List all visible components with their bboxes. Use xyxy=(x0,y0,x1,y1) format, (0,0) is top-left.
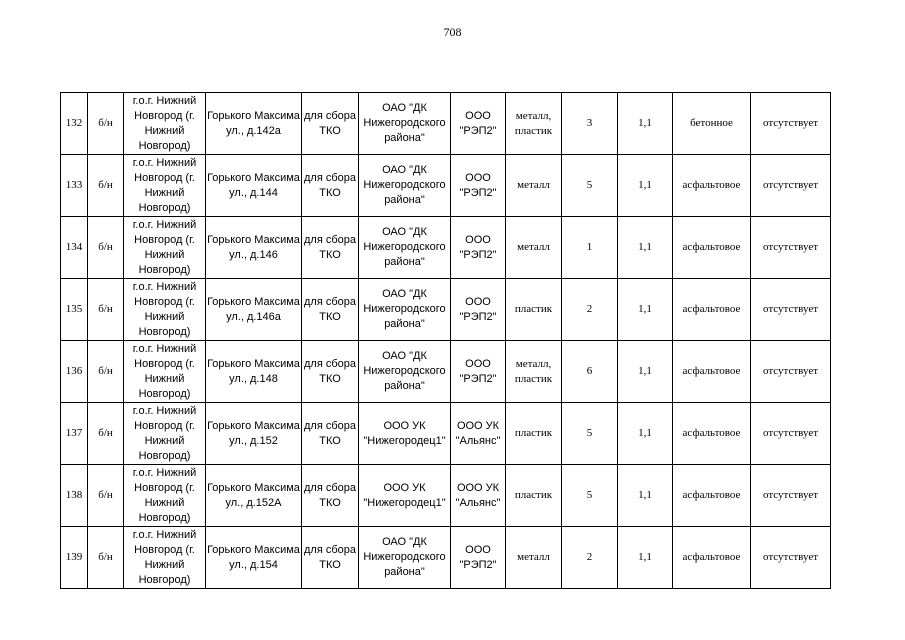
address-cell: Горького Максима ул., д.154 xyxy=(206,527,302,589)
purpose-cell: для сбора ТКО xyxy=(302,217,359,279)
container-volume-cell: 1,1 xyxy=(618,403,673,465)
purpose-cell: для сбора ТКО xyxy=(302,403,359,465)
row-number-cell: 138 xyxy=(61,465,88,527)
containers-count-cell: 5 xyxy=(562,155,618,217)
registry-number-cell: б/н xyxy=(88,403,124,465)
operator-cell: ООО "РЭП2" xyxy=(451,527,506,589)
purpose-cell: для сбора ТКО xyxy=(302,155,359,217)
municipality-cell: г.о.г. Нижний Новгород (г. Нижний Новгород) xyxy=(124,527,206,589)
registry-number-cell: б/н xyxy=(88,279,124,341)
table-row xyxy=(61,93,831,155)
purpose-cell: для сбора ТКО xyxy=(302,93,359,155)
containers-count-cell: 5 xyxy=(562,403,618,465)
operator-cell: ООО "РЭП2" xyxy=(451,93,506,155)
container-volume-cell: 1,1 xyxy=(618,217,673,279)
row-number-cell: 137 xyxy=(61,403,88,465)
purpose-cell: для сбора ТКО xyxy=(302,279,359,341)
operator-cell: ООО "РЭП2" xyxy=(451,279,506,341)
row-number-cell: 135 xyxy=(61,279,88,341)
containers-count-cell: 3 xyxy=(562,93,618,155)
container-volume-cell: 1,1 xyxy=(618,341,673,403)
fence-cell: отсутствует xyxy=(751,341,831,403)
surface-cell: бетонное xyxy=(673,93,751,155)
fence-cell: отсутствует xyxy=(751,93,831,155)
material-cell: металл xyxy=(506,155,562,217)
municipality-cell: г.о.г. Нижний Новгород (г. Нижний Новгород) xyxy=(124,465,206,527)
fence-cell: отсутствует xyxy=(751,217,831,279)
container-volume-cell: 1,1 xyxy=(618,527,673,589)
municipality-cell: г.о.г. Нижний Новгород (г. Нижний Новгород) xyxy=(124,403,206,465)
containers-count-cell: 6 xyxy=(562,341,618,403)
surface-cell: асфальтовое xyxy=(673,465,751,527)
material-cell: пластик xyxy=(506,279,562,341)
row-number-cell: 134 xyxy=(61,217,88,279)
material-cell: металл, пластик xyxy=(506,341,562,403)
row-number-cell: 136 xyxy=(61,341,88,403)
surface-cell: асфальтовое xyxy=(673,341,751,403)
registry-number-cell: б/н xyxy=(88,155,124,217)
surface-cell: асфальтовое xyxy=(673,279,751,341)
owner-cell: ОАО "ДК Нижегородского района" xyxy=(359,341,451,403)
owner-cell: ООО УК "Нижегородец1" xyxy=(359,403,451,465)
table-row xyxy=(61,155,831,217)
fence-cell: отсутствует xyxy=(751,279,831,341)
owner-cell: ООО УК "Нижегородец1" xyxy=(359,465,451,527)
operator-cell: ООО "РЭП2" xyxy=(451,155,506,217)
municipality-cell: г.о.г. Нижний Новгород (г. Нижний Новгород) xyxy=(124,93,206,155)
container-volume-cell: 1,1 xyxy=(618,93,673,155)
registry-number-cell: б/н xyxy=(88,217,124,279)
owner-cell: ОАО "ДК Нижегородского района" xyxy=(359,217,451,279)
container-volume-cell: 1,1 xyxy=(618,155,673,217)
material-cell: металл, пластик xyxy=(506,93,562,155)
purpose-cell: для сбора ТКО xyxy=(302,341,359,403)
operator-cell: ООО УК "Альянс" xyxy=(451,403,506,465)
fence-cell: отсутствует xyxy=(751,155,831,217)
municipality-cell: г.о.г. Нижний Новгород (г. Нижний Новгород) xyxy=(124,279,206,341)
address-cell: Горького Максима ул., д.142а xyxy=(206,93,302,155)
registry-number-cell: б/н xyxy=(88,93,124,155)
surface-cell: асфальтовое xyxy=(673,403,751,465)
address-cell: Горького Максима ул., д.152 xyxy=(206,403,302,465)
operator-cell: ООО УК "Альянс" xyxy=(451,465,506,527)
fence-cell: отсутствует xyxy=(751,465,831,527)
municipality-cell: г.о.г. Нижний Новгород (г. Нижний Новгород) xyxy=(124,155,206,217)
material-cell: пластик xyxy=(506,403,562,465)
containers-count-cell: 2 xyxy=(562,279,618,341)
table-row xyxy=(61,403,831,465)
containers-count-cell: 2 xyxy=(562,527,618,589)
table-row xyxy=(61,217,831,279)
material-cell: металл xyxy=(506,217,562,279)
purpose-cell: для сбора ТКО xyxy=(302,527,359,589)
page-number: 708 xyxy=(443,25,462,39)
material-cell: пластик xyxy=(506,465,562,527)
fence-cell: отсутствует xyxy=(751,527,831,589)
address-cell: Горького Максима ул., д.144 xyxy=(206,155,302,217)
row-number-cell: 133 xyxy=(61,155,88,217)
containers-count-cell: 1 xyxy=(562,217,618,279)
containers-count-cell: 5 xyxy=(562,465,618,527)
waste-sites-table xyxy=(60,92,831,589)
table-row xyxy=(61,465,831,527)
container-volume-cell: 1,1 xyxy=(618,279,673,341)
owner-cell: ОАО "ДК Нижегородского района" xyxy=(359,527,451,589)
surface-cell: асфальтовое xyxy=(673,217,751,279)
address-cell: Горького Максима ул., д.152А xyxy=(206,465,302,527)
owner-cell: ОАО "ДК Нижегородского района" xyxy=(359,279,451,341)
container-volume-cell: 1,1 xyxy=(618,465,673,527)
row-number-cell: 139 xyxy=(61,527,88,589)
address-cell: Горького Максима ул., д.146 xyxy=(206,217,302,279)
municipality-cell: г.о.г. Нижний Новгород (г. Нижний Новгород) xyxy=(124,217,206,279)
table-row xyxy=(61,279,831,341)
municipality-cell: г.о.г. Нижний Новгород (г. Нижний Новгород) xyxy=(124,341,206,403)
material-cell: металл xyxy=(506,527,562,589)
fence-cell: отсутствует xyxy=(751,403,831,465)
registry-number-cell: б/н xyxy=(88,527,124,589)
table-row xyxy=(61,341,831,403)
purpose-cell: для сбора ТКО xyxy=(302,465,359,527)
surface-cell: асфальтовое xyxy=(673,155,751,217)
row-number-cell: 132 xyxy=(61,93,88,155)
operator-cell: ООО "РЭП2" xyxy=(451,217,506,279)
address-cell: Горького Максима ул., д.148 xyxy=(206,341,302,403)
table-body xyxy=(61,93,831,589)
registry-number-cell: б/н xyxy=(88,341,124,403)
surface-cell: асфальтовое xyxy=(673,527,751,589)
registry-number-cell: б/н xyxy=(88,465,124,527)
owner-cell: ОАО "ДК Нижегородского района" xyxy=(359,155,451,217)
owner-cell: ОАО "ДК Нижегородского района" xyxy=(359,93,451,155)
address-cell: Горького Максима ул., д.146а xyxy=(206,279,302,341)
operator-cell: ООО "РЭП2" xyxy=(451,341,506,403)
table-row xyxy=(61,527,831,589)
